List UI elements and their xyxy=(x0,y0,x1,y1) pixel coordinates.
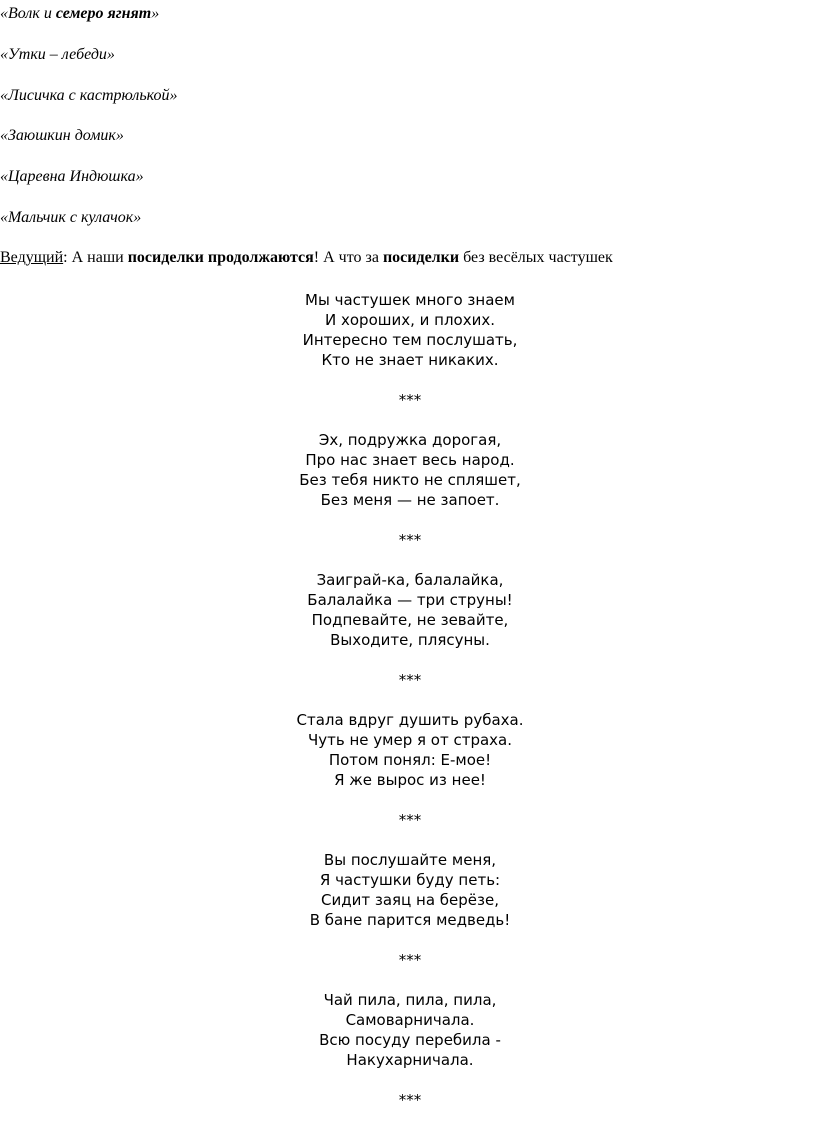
tale-title-2: «Утки – лебеди» xyxy=(0,46,115,63)
stanza-separator: *** xyxy=(398,951,422,969)
tale-title-3: «Лисичка с кастрюлькой» xyxy=(0,87,178,104)
stanza-3: Заиграй-ка, балалайка, Балалайка — три струны! Подпевайте, не зевайте, Выходите, плясуны. xyxy=(307,571,513,649)
stanza-6: Чай пила, пила, пила, Самоварничала. Всю посуду перебила - Накухарничала. xyxy=(319,991,501,1069)
stanza-separator: *** xyxy=(398,1091,422,1109)
stanza-1: Мы частушек много знаем И хороших, и плохих. Интересно тем послушать, Кто не знает никаких. xyxy=(302,291,518,369)
stanza-2: Эх, подружка дорогая, Про нас знает весь народ. Без тебя никто не спляшет, Без меня — не запоет. xyxy=(299,431,521,509)
tale-title-4: «Заюшкин домик» xyxy=(0,127,124,144)
stanza-5: Вы послушайте меня, Я частушки буду петь: Сидит заяц на берёзе, В бане парится медведь! xyxy=(309,851,511,929)
chastushki-verses xyxy=(0,290,816,1130)
tale-title-6: «Мальчик с кулачок» xyxy=(0,209,142,226)
host-speaker: Ведущий xyxy=(0,249,64,266)
stanza-4: Стала вдруг душить рубаха. Чуть не умер я от страха. Потом понял: Е-мое! Я же вырос из нее! xyxy=(296,711,524,789)
stanza-separator: *** xyxy=(398,391,422,409)
tale-title-1: «Волк и семеро ягнят» xyxy=(0,5,160,22)
stanza-separator: *** xyxy=(398,531,422,549)
host-line: Ведущий: А наши посиделки продолжаются! А что за посиделки без весёлых частушек xyxy=(0,249,613,266)
tale-title-5: «Царевна Индюшка» xyxy=(0,168,144,185)
stanza-separator: *** xyxy=(398,671,422,689)
stanza-separator: *** xyxy=(398,811,422,829)
